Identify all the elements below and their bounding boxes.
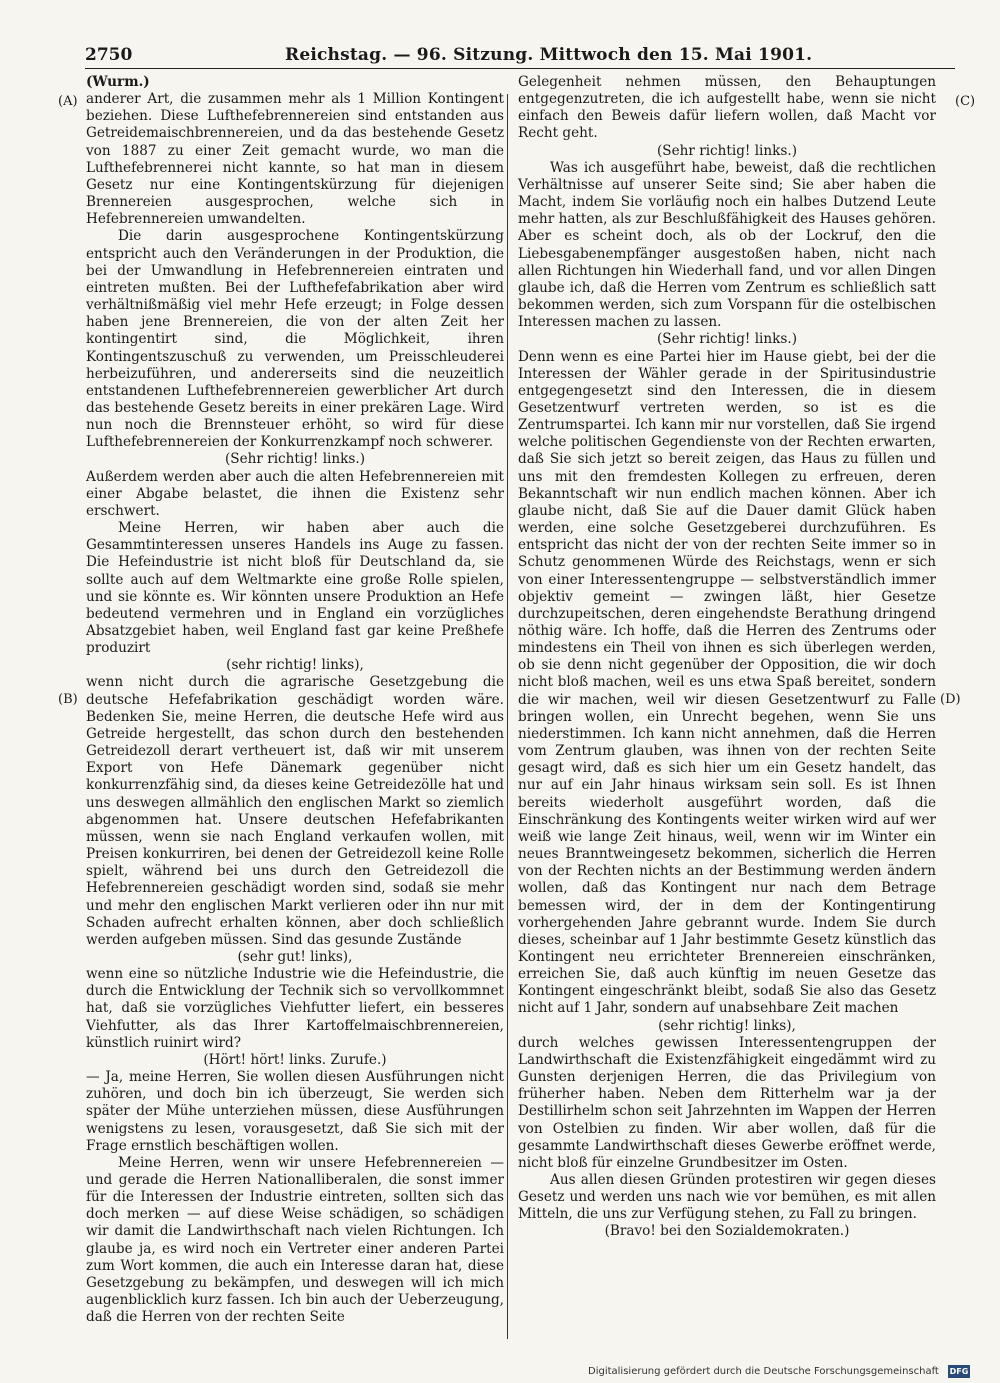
- interjection: (Sehr richtig! links.): [656, 142, 798, 159]
- right-column: [518, 74, 936, 1241]
- paragraph: wenn eine so nützliche Industrie wie die Hefeindustrie, die durch die Entwicklung der Technik sich so vervollkommnet hat, daß sie vorzügliches Viehfutter liefert, ein besseres Viehfutter, als das Ihrer Kartoffelmaischbrennereien, künstlich ruinirt wird?: [86, 966, 504, 1051]
- paragraph: Aus allen diesen Gründen protestiren wir gegen dieses Gesetz und werden uns nach wie vor bemühen, es mit allen Mitteln, die uns zur Verfügung stehen, zu Fall zu bringen.: [518, 1172, 936, 1223]
- paragraph: anderer Art, die zusammen mehr als 1 Million Kontingent beziehen. Diese Lufthefebrennereien sind entstanden aus Getreidemaischbrennereien, und da das bestehende Gesetz von 1887 zu einer Zeit gemacht wurde, wo man die Lufthefebrennerei nicht kannte, so hat man in diesem Gesetz nur eine Kontingentskürzung für diejenigen Brennereien ausgesprochen, welche sich in Hefebrennereien umwandelten.: [86, 91, 504, 228]
- paragraph: Außerdem werden aber auch die alten Hefebrennereien mit einer Abgabe belastet, die ihnen die Existenz sehr erschwert.: [86, 468, 504, 519]
- interjection: (Hört! hört! links. Zurufe.): [203, 1051, 387, 1068]
- interjection: (Bravo! bei den Sozialdemokraten.): [604, 1223, 850, 1240]
- speaker-name: (Wurm.): [86, 74, 150, 90]
- margin-marker-c: (C): [955, 94, 976, 109]
- paragraph: wenn nicht durch die agrarische Gesetzgebung die deutsche Hefefabrikation geschädigt worden wäre. Bedenken Sie, meine Herren, die deutsche Hefe wird aus Getreide hergestellt, das schon durch den bestehenden Getreidezoll derart vertheuert ist, daß wir mit unserem Export von Hefe Dänemark gegenüber nicht konkurrenzfähig sind, da dieses keine Getreidezölle hat und uns deswegen allmählich den englischen Markt so ziemlich abgenommen hat. Unsere deutschen Hefefabrikanten müssen, wenn sie nach England verkaufen wollen, mit Preisen konkurriren, bei denen der Getreidezoll keine Rolle spielt, während bei uns durch den Getreidezoll die Hefebrennereien geschädigt worden sind, sodaß sie mehr und mehr den englischen Markt verlieren oder ihn nur mit Schaden aufrecht erhalten können, aber doch schließlich werden aufgeben müssen. Sind das gesunde Zustände: [86, 674, 504, 948]
- page-number: 2750: [85, 45, 133, 65]
- header-rule: [85, 68, 955, 69]
- left-column: [86, 74, 504, 1326]
- column-divider: [507, 94, 508, 1339]
- margin-marker-d: (D): [940, 692, 961, 707]
- footer-credit: Digitalisierung gefördert durch die Deutsche Forschungsgemeinschaft: [588, 1366, 939, 1377]
- running-head: Reichstag. — 96. Sitzung. Mittwoch den 15. Mai 1901.: [285, 45, 813, 65]
- paragraph: Was ich ausgeführt habe, beweist, daß die rechtlichen Verhältnisse auf unserer Seite sind; Sie aber haben die Macht, indem Sie vorläufig noch ein halbes Dutzend Leute mehr hatten, als zur Beschlußfähigkeit des Hauses gehören. Aber es scheint doch, als ob der Lockruf, den die Liebesgabenempfänger ausgestoßen haben, nicht nach allen Richtungen hin Wiederhall fand, und vor allen Dingen glaube ich, daß die Herren vom Zentrum es schließlich satt bekommen werden, sich zum Vorspann für die ostelbischen Interessen machen zu lassen.: [518, 159, 936, 331]
- paragraph: Denn wenn es eine Partei hier im Hause giebt, bei der die Interessen der Wähler gerade in der Spiritusindustrie entgegengesetzt sind den Interessen, die in diesem Gesetzentwurf vertreten werden, so ist es die Zentrumspartei. Ich kann mir nur vorstellen, daß Sie irgend welche politischen Gegendienste von der Rechten erwarten, daß Sie sich jetzt so bereit zeigen, das Haus zu füllen und uns mit den fremdesten Kollegen zu erfreuen, deren Bekanntschaft wir nun endlich machen können. Aber ich glaube nicht, daß Sie auf die Dauer damit Glück haben werden, eine solche Gesetzgeberei durchzuführen. Es entspricht das nicht der von der rechten Seite immer so in Schutz genommenen Würde des Reichstags, wenn er sich von einer Interessentengruppe — selbstverständlich immer objektiv gemeint — zwingen läßt, hier Gesetze durchzupeitschen, deren eingehendste Berathung dringend nöthig wäre. Ich hoffe, daß die Herren des Zentrums oder mindestens ein Theil von ihnen es sich überlegen werden, ob sie denn nicht gegenüber der Opposition, die wir doch nicht bloß machen, weil es uns etwa Spaß bereitet, sondern die wir machen, weil wir diesen Gesetzentwurf zu Falle bringen wollen, ein Unrecht begehen, wenn Sie uns niederstimmen. Ich kann nicht annehmen, daß die Herren vom Zentrum glauben, was ihnen von der rechten Seite gesagt wird, daß es sich hier um ein Gesetz handelt, das nur auf ein Jahr hinaus wirksam sein soll. Es ist Ihnen bereits wiederholt ausgeführt worden, daß die Einschränkung des Kontingents weiter wirken wird auf wer weiß wie lange Zeit hinaus, weil, wenn wir im Winter ein neues Branntweingesetz bekommen, sicherlich die Herren von der Rechten nichts an der Bestimmung werden ändern wollen, daß das Kontingent nur nach dem Betrage bemessen wird, der in dem der Kontingentirung vorhergehenden Jahre gebrannt wurde. Indem Sie durch dieses, scheinbar auf 1 Jahr bestimmte Gesetz künstlich das Kontingent neu errichteter Brennereien einschränken, erreichen Sie, daß auch künftig im neuen Gesetze das Kontingent eingeschränkt bleibt, sodaß Sie also das Gesetz nicht auf 1 Jahr, sondern auf unabsehbare Zeit machen: [518, 348, 936, 1017]
- margin-marker-b: (B): [58, 692, 78, 707]
- dfg-logo: DFG: [949, 1367, 969, 1376]
- paragraph: — Ja, meine Herren, Sie wollen diesen Ausführungen nicht zuhören, und doch bin ich überzeugt, Sie werden sich später der Mühe unterziehen müssen, diese Ausführungen wenigstens zu lesen, vorausgesetzt, daß Sie sich mit der Frage ernstlich beschäftigen wollen.: [86, 1069, 504, 1154]
- page-header: [85, 43, 955, 67]
- interjection: (sehr gut! links),: [237, 948, 353, 965]
- interjection: (sehr richtig! links),: [658, 1017, 796, 1034]
- paragraph: Meine Herren, wir haben aber auch die Gesammtinteressen unseres Handels ins Auge zu fassen. Die Hefeindustrie ist nicht bloß für Deutschland da, sie sollte auch auf dem Weltmarkte eine große Rolle spielen, und sie könnte es. Wir könnten unsere Produktion an Hefe bedeutend vermehren und in England ein vorzügliches Absatzgebiet haben, weil England fast gar keine Preßhefe produzirt: [86, 520, 504, 657]
- footer: [588, 1365, 968, 1379]
- interjection: (Sehr richtig! links.): [224, 451, 366, 468]
- paragraph: durch welches gewissen Interessentengruppen der Landwirthschaft die Existenzfähigkeit eingedämmt wird zu Gunsten derjenigen Herren, die das Privilegium von früherher haben. Neben dem Ritterhelm war ja der Destillirhelm schon seit Jahrzehnten im Wappen der Herren von Ostelbien zu finden. Wir aber wollen, daß für die gesammte Landwirthschaft dieses Gewerbe eröffnet werde, nicht bloß für einzelne Grundbesitzer im Osten.: [518, 1034, 936, 1171]
- interjection: (Sehr richtig! links.): [656, 331, 798, 348]
- paragraph: Gelegenheit nehmen müssen, den Behauptungen entgegenzutreten, die ich aufgestellt habe, wenn sie nicht einfach den Beweis dafür liefern wollen, daß Macht vor Recht geht.: [518, 74, 936, 142]
- paragraph: Meine Herren, wenn wir unsere Hefebrennereien — und gerade die Herren Nationalliberalen, die sonst immer für die Interessen der Industrie eintreten, sollten sich das doch merken — auf diese Weise schädigen, so schädigen wir damit die Landwirthschaft nach vielen Richtungen. Ich glaube ja, es wird noch ein Vertreter einer anderen Partei zum Wort kommen, die auch ein Interesse daran hat, diese Gesetzgebung zu bekämpfen, und deswegen will ich mich augenblicklich kurz fassen. Ich bin auch der Ueberzeugung, daß die Herren von der rechten Seite: [86, 1154, 504, 1326]
- interjection: (sehr richtig! links),: [226, 657, 364, 674]
- paragraph: Die darin ausgesprochene Kontingentskürzung entspricht auch den Veränderungen in der Produktion, die bei der Umwandlung in Hefebrennereien eintraten und eintreten mußten. Bei der Lufthefefabrikation aber wird verhältnißmäßig viel mehr Hefe erzeugt; in Folge dessen haben jene Brennereien, die von der alten Zeit her kontingentirt sind, die Möglichkeit, ihren Kontingentszuschuß zu verwenden, um Preisschleuderei herbeizuführen, und andererseits sind die neuzeitlich entstandenen Lufthefebrennereien gewerblicher Art durch das bestehende Gesetz bereits in einer prekären Lage. Wird nun noch die Brennsteuer erhöht, so wird für diese Lufthefebrennereien der Konkurrenzkampf noch schwerer.: [86, 228, 504, 451]
- margin-marker-a: (A): [58, 94, 78, 109]
